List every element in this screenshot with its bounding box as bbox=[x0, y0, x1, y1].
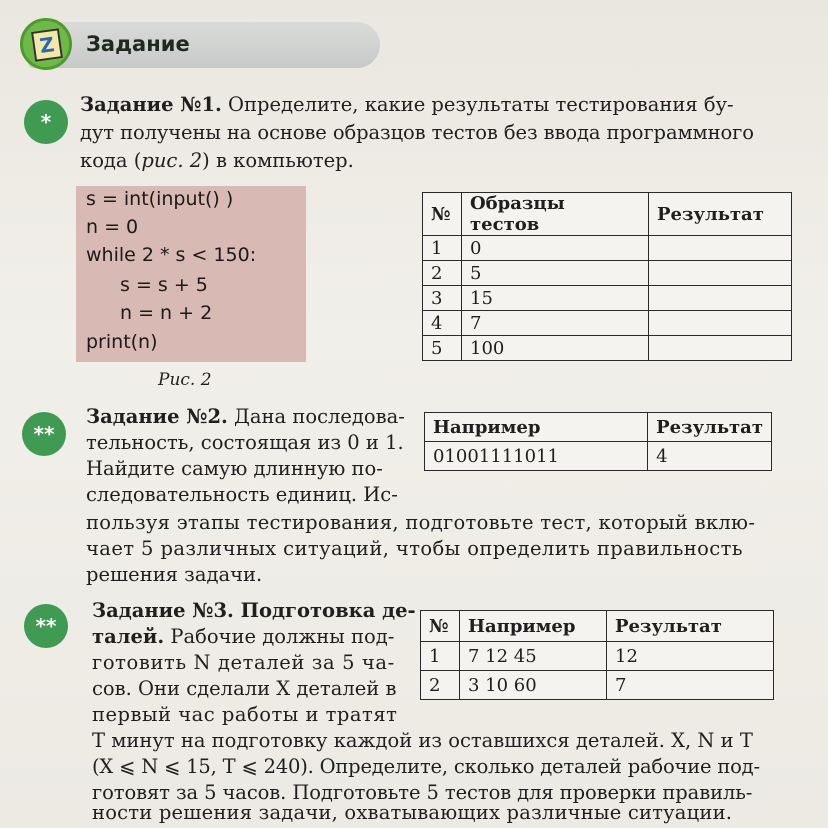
cell-num: 3 bbox=[423, 286, 462, 311]
cell-num: 2 bbox=[421, 671, 460, 700]
table-header-row bbox=[421, 611, 774, 642]
task3-line-1 bbox=[92, 598, 416, 624]
task1-table bbox=[422, 192, 792, 361]
level-badge-task1: * bbox=[24, 100, 68, 144]
code-line-3: while 2 * s < 150: bbox=[86, 244, 257, 266]
code-line-5: n = n + 2 bbox=[120, 302, 213, 324]
cell-example: 7 12 45 bbox=[460, 642, 607, 671]
task3-title-cont: талей. bbox=[92, 625, 165, 648]
cell-result bbox=[649, 311, 792, 336]
cell-num: 1 bbox=[423, 236, 462, 261]
col-header-result: Результат bbox=[648, 413, 772, 442]
cell-result bbox=[649, 236, 792, 261]
task3-line-2 bbox=[92, 624, 394, 650]
cell-result bbox=[649, 336, 792, 361]
col-header-example: Например bbox=[425, 413, 648, 442]
cell-num: 5 bbox=[423, 336, 462, 361]
task-icon bbox=[20, 18, 72, 70]
cell-result: 4 bbox=[648, 442, 772, 471]
task3-line-8: готовят за 5 часов. Подготовьте 5 тестов для проверки правиль- bbox=[92, 781, 753, 804]
code-line-2: n = 0 bbox=[86, 216, 139, 238]
cell-sample: 15 bbox=[462, 286, 649, 311]
col-header-num: № bbox=[423, 193, 462, 236]
cell-num: 1 bbox=[421, 642, 460, 671]
col-header-example: Например bbox=[460, 611, 607, 642]
task1-fig-ref: рис. 2 bbox=[141, 149, 203, 172]
task3-line-7: (X ⩽ N ⩽ 15, T ⩽ 240). Определите, сколько деталей рабочие под- bbox=[92, 755, 760, 778]
cell-example: 01001111011 bbox=[425, 442, 648, 471]
task2-line-5: пользуя этапы тестирования, подготовьте тест, который вклю- bbox=[86, 511, 756, 534]
task1-line-1 bbox=[80, 92, 734, 118]
code-line-4: s = s + 5 bbox=[120, 274, 208, 296]
task1-text-1: Определите, какие результаты тестирования бу- bbox=[228, 93, 734, 116]
code-line-6: print(n) bbox=[86, 331, 158, 353]
col-header-samples: Образцы тестов bbox=[462, 193, 649, 236]
col-header-result: Результат bbox=[649, 193, 792, 236]
task2-title: Задание №2. bbox=[86, 405, 228, 428]
col-header-result: Результат bbox=[607, 611, 774, 642]
table-row bbox=[423, 336, 792, 361]
task2-line-4: следовательность единиц. Ис- bbox=[86, 483, 398, 506]
cell-sample: 7 bbox=[462, 311, 649, 336]
level-badge-task2: ** bbox=[22, 412, 66, 456]
cell-result: 12 bbox=[607, 642, 774, 671]
col-header-num: № bbox=[421, 611, 460, 642]
level-badge-task3: ** bbox=[24, 604, 68, 648]
table-row bbox=[421, 642, 774, 671]
task-icon-letter: Z bbox=[31, 28, 63, 62]
cell-num: 2 bbox=[423, 261, 462, 286]
cell-result bbox=[649, 261, 792, 286]
cell-sample: 100 bbox=[462, 336, 649, 361]
task1-line-3 bbox=[80, 148, 354, 174]
figure-caption: Рис. 2 bbox=[158, 370, 212, 390]
task1-text-3b: ) в компьютер. bbox=[202, 149, 354, 172]
cell-sample: 0 bbox=[462, 236, 649, 261]
cell-example: 3 10 60 bbox=[460, 671, 607, 700]
task3-title: Задание №3. Подготовка де- bbox=[92, 599, 416, 622]
task3-line-4: сов. Они сделали X деталей в bbox=[92, 677, 397, 700]
table-row bbox=[425, 442, 772, 471]
section-header-bar bbox=[28, 22, 380, 68]
code-listing bbox=[76, 186, 306, 362]
task3-table bbox=[420, 610, 774, 700]
cell-sample: 5 bbox=[462, 261, 649, 286]
task3-line-3: готовить N деталей за 5 ча- bbox=[92, 651, 395, 674]
cell-result: 7 bbox=[607, 671, 774, 700]
section-title: Задание bbox=[86, 32, 190, 56]
table-row bbox=[423, 236, 792, 261]
cell-result bbox=[649, 286, 792, 311]
task2-line-7: решения задачи. bbox=[86, 563, 263, 586]
task3-text-2: Рабочие должны под- bbox=[170, 625, 395, 648]
code-line-1: s = int(input() ) bbox=[86, 188, 234, 210]
table-header-row bbox=[423, 193, 792, 236]
table-header-row bbox=[425, 413, 772, 442]
task2-line-1 bbox=[86, 404, 405, 430]
table-row bbox=[423, 286, 792, 311]
task2-table bbox=[424, 412, 772, 471]
task3-line-9: ности решения задачи, охватывающих различные ситуации. bbox=[92, 801, 733, 824]
task2-text-1: Дана последова- bbox=[234, 405, 405, 428]
task1-text-3a: кода ( bbox=[80, 149, 142, 172]
task2-line-3: Найдите самую длинную по- bbox=[86, 457, 383, 480]
task3-line-5: первый час работы и тратят bbox=[92, 703, 398, 726]
task1-title: Задание №1. bbox=[80, 93, 222, 116]
task1-line-2: дут получены на основе образцов тестов без ввода программного bbox=[80, 121, 754, 144]
task3-line-6: T минут на подготовку каждой из оставшихся деталей. X, N и T bbox=[92, 729, 753, 752]
table-row bbox=[421, 671, 774, 700]
cell-num: 4 bbox=[423, 311, 462, 336]
task2-line-6: чает 5 различных ситуаций, чтобы определить правильность bbox=[86, 537, 743, 560]
table-row bbox=[423, 311, 792, 336]
task2-line-2: тельность, состоящая из 0 и 1. bbox=[86, 431, 404, 454]
table-row bbox=[423, 261, 792, 286]
